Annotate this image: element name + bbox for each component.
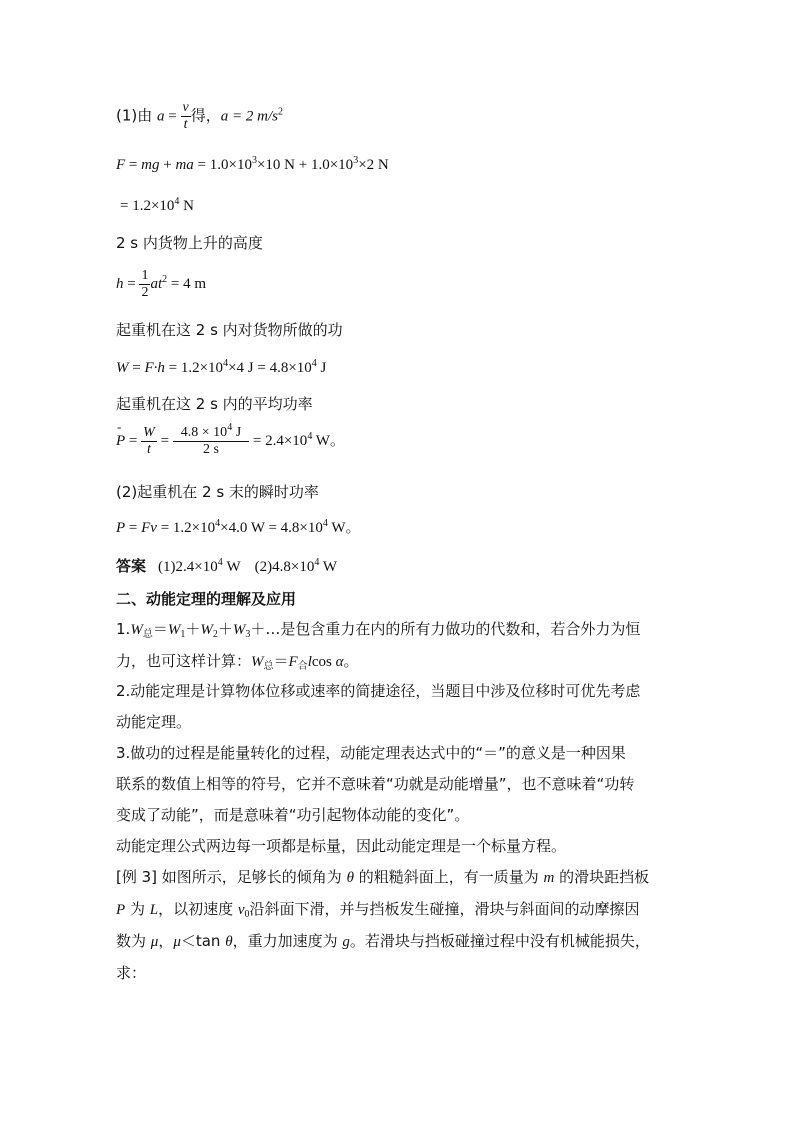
answer-label: 答案 [116, 557, 147, 575]
exponent: 4 [227, 422, 233, 433]
work-equation [116, 358, 326, 378]
equals: = [123, 275, 140, 292]
equals: = [125, 157, 142, 173]
section-title: 二、动能定理的理解及应用 [116, 590, 297, 608]
item-3-line-3: 变成了动能”，而是意味着“功引起物体动能的变化”。 [116, 806, 470, 824]
subscript: 3 [245, 629, 251, 640]
height-heading: 2 s 内货物上升的高度 [116, 234, 263, 252]
value-text: = 1.2×10 [164, 360, 224, 376]
theta-symbol: θ [225, 934, 233, 950]
item-text: 力，也可这样计算： [116, 652, 252, 670]
height-equation [116, 268, 206, 301]
item-1-line-1 [116, 614, 688, 646]
equals: = [128, 360, 145, 376]
force-equation [116, 155, 389, 175]
w-symbol: W [251, 654, 264, 670]
exponent: 4 [223, 358, 229, 369]
m-symbol: m [543, 870, 555, 886]
v0-symbol: v [237, 902, 245, 918]
f-symbol: F [288, 654, 298, 670]
fraction-v-over-t [181, 100, 191, 133]
numerator-value: 4.8 × 10 [180, 425, 228, 440]
unit-text: N [179, 198, 195, 214]
exponent: 2 [162, 273, 168, 285]
exponent: 4 [215, 518, 221, 529]
plus: ＋ [185, 620, 201, 638]
de-text: 得 [190, 106, 206, 125]
value-text: = 2.4×10 [249, 432, 308, 449]
comma: ， [205, 106, 221, 125]
a-result: a = 2 m/s [220, 108, 278, 125]
l-symbol: L [149, 902, 159, 918]
unit-text: J [232, 425, 242, 440]
fraction-numerator: v [182, 100, 189, 115]
plus: ＋ [217, 620, 233, 638]
cos-text: cos [311, 654, 336, 670]
item-3-line-2: 联系的数值上相等的符号，它并不意味着“功就是动能增量”，也不意味着“功转 [116, 775, 635, 793]
fraction-numerator: W [143, 425, 155, 440]
exponent: 4 [322, 518, 328, 529]
example-tag: [例 3] [116, 868, 158, 886]
example-text: ，重力加速度为 [232, 932, 343, 950]
fraction-value [173, 422, 249, 458]
average-bar: - [117, 419, 122, 434]
example-text: 为 [125, 900, 150, 918]
example-text: 如图所示，足够长的倾角为 [157, 868, 347, 886]
example-line-1 [116, 862, 688, 894]
exponent: 4 [174, 196, 180, 207]
fraction-numerator: 1 [141, 268, 149, 283]
l-symbol: l [307, 654, 312, 670]
unit-text: W [222, 559, 241, 575]
fraction-w-over-t [141, 425, 157, 458]
equals: ＝ [273, 652, 289, 670]
a-symbol: a [157, 108, 165, 125]
mu-symbol: μ [173, 934, 181, 950]
answer-2: (2)4.8×10 [254, 559, 315, 575]
value-text: = 4 m [167, 275, 207, 292]
unit-text: W。 [312, 432, 345, 449]
fraction-denominator: 2 [141, 285, 149, 300]
exponent: 2 [277, 106, 283, 118]
avg-power-equation [116, 419, 345, 458]
item-1-line-2 [116, 646, 688, 678]
fh-term: F·h [144, 360, 165, 376]
example-text: ，以初速度 [158, 900, 238, 918]
example-text: 沿斜面下滑，并与挡板发生碰撞，滑块与斜面间的动摩擦因 [249, 900, 640, 918]
force-result [120, 196, 194, 216]
example-line-2 [116, 894, 688, 926]
exponent: 4 [217, 557, 223, 568]
power-heading: 起重机在这 2 s 内的平均功率 [116, 395, 313, 413]
item-1 [116, 614, 688, 678]
p-symbol: P [116, 520, 126, 536]
value-text: ×4.0 W = 4.8×10 [220, 520, 323, 536]
fraction-denominator: t [147, 442, 151, 457]
g-symbol: g [342, 934, 350, 950]
example-text: ， [158, 932, 174, 950]
example-text: ＜tan [180, 932, 226, 950]
example-line-3 [116, 926, 688, 958]
example-text: 的粗糙斜面上，有一质量为 [353, 868, 544, 886]
subscript: 总 [263, 661, 274, 672]
step1-label: (1)由 [116, 106, 153, 125]
equals: = [156, 432, 173, 449]
item-text: ＋…是包含重力在内的所有力做功的代数和，若合外力为恒 [250, 620, 641, 638]
example-line-4: 求： [116, 964, 147, 982]
h-symbol: h [116, 275, 124, 292]
item-3-line-1: 3.做功的过程是能量转化的过程，动能定理表达式中的“＝”的意义是一种因果 [116, 744, 626, 762]
equals: = [125, 520, 142, 536]
value-text: = 1.2×10 [156, 520, 216, 536]
equals: ＝ [152, 620, 168, 638]
example-text: 数为 [116, 932, 151, 950]
w-symbol: W [130, 622, 143, 638]
mu-symbol: μ [150, 934, 159, 950]
fraction-half [139, 268, 150, 301]
fraction-denominator: 2 s [202, 442, 219, 457]
alpha-symbol: α [335, 654, 344, 670]
value-text: = 1.2×10 [120, 198, 175, 214]
subscript: 2 [212, 629, 218, 640]
equals: = [164, 108, 181, 125]
w-symbol: W [116, 360, 129, 376]
plus: + [159, 157, 176, 173]
exponent: 4 [314, 557, 320, 568]
exponent: 4 [307, 430, 313, 442]
f-symbol: F [116, 157, 126, 173]
step1-line [116, 100, 283, 133]
instant-power-equation [116, 518, 361, 538]
example-text: 。若滑块与挡板碰撞过程中没有机械能损失， [349, 932, 650, 950]
example-3 [116, 862, 688, 989]
value-text: = 1.0×10 [193, 157, 252, 173]
scalar-note: 动能定理公式两边每一项都是标量，因此动能定理是一个标量方程。 [116, 837, 567, 855]
item-2-line-1: 2.动能定理是计算物体位移或速率的简捷途径，当题目中涉及位移时可优先考虑 [116, 682, 641, 700]
example-text: 的滑块距挡板 [554, 868, 650, 886]
w3-symbol: W [232, 622, 246, 638]
instant-power-heading: (2)起重机在 2 s 末的瞬时功率 [116, 483, 319, 501]
theta-symbol: θ [346, 870, 354, 886]
ma-term: ma [175, 157, 194, 173]
item-2-line-2: 动能定理。 [116, 713, 192, 731]
unit-text: W。 [327, 520, 361, 536]
fv-term: Fv [141, 520, 157, 536]
item-number: 1. [116, 620, 131, 638]
work-heading: 起重机在这 2 s 内对货物所做的功 [116, 321, 343, 339]
exponent: 4 [311, 358, 317, 369]
value-text: ×10 N + 1.0×10 [256, 157, 354, 173]
equals: = [125, 432, 142, 449]
subscript: 0 [244, 909, 250, 920]
at-term: at [150, 275, 163, 292]
fraction-denominator: t [183, 117, 188, 132]
answer-line [116, 556, 337, 577]
fraction-numerator [173, 422, 249, 442]
period: 。 [343, 652, 359, 670]
mg-term: mg [141, 157, 160, 173]
item-2 [116, 676, 688, 738]
unit-text: J [316, 360, 327, 376]
w2-symbol: W [200, 622, 213, 638]
w1-symbol: W [167, 622, 181, 638]
item-3 [116, 738, 688, 831]
exponent: 3 [251, 155, 257, 166]
unit-text: W [319, 559, 337, 575]
p-symbol: P [116, 902, 126, 918]
subscript: 1 [180, 629, 186, 640]
value-text: ×4 J = 4.8×10 [228, 360, 312, 376]
answer-1: (1)2.4×10 [158, 559, 218, 575]
exponent: 3 [353, 155, 359, 166]
subscript: 合 [297, 661, 308, 672]
subscript: 总 [142, 629, 153, 640]
value-text: ×2 N [358, 157, 389, 173]
p-symbol: P [116, 432, 126, 449]
